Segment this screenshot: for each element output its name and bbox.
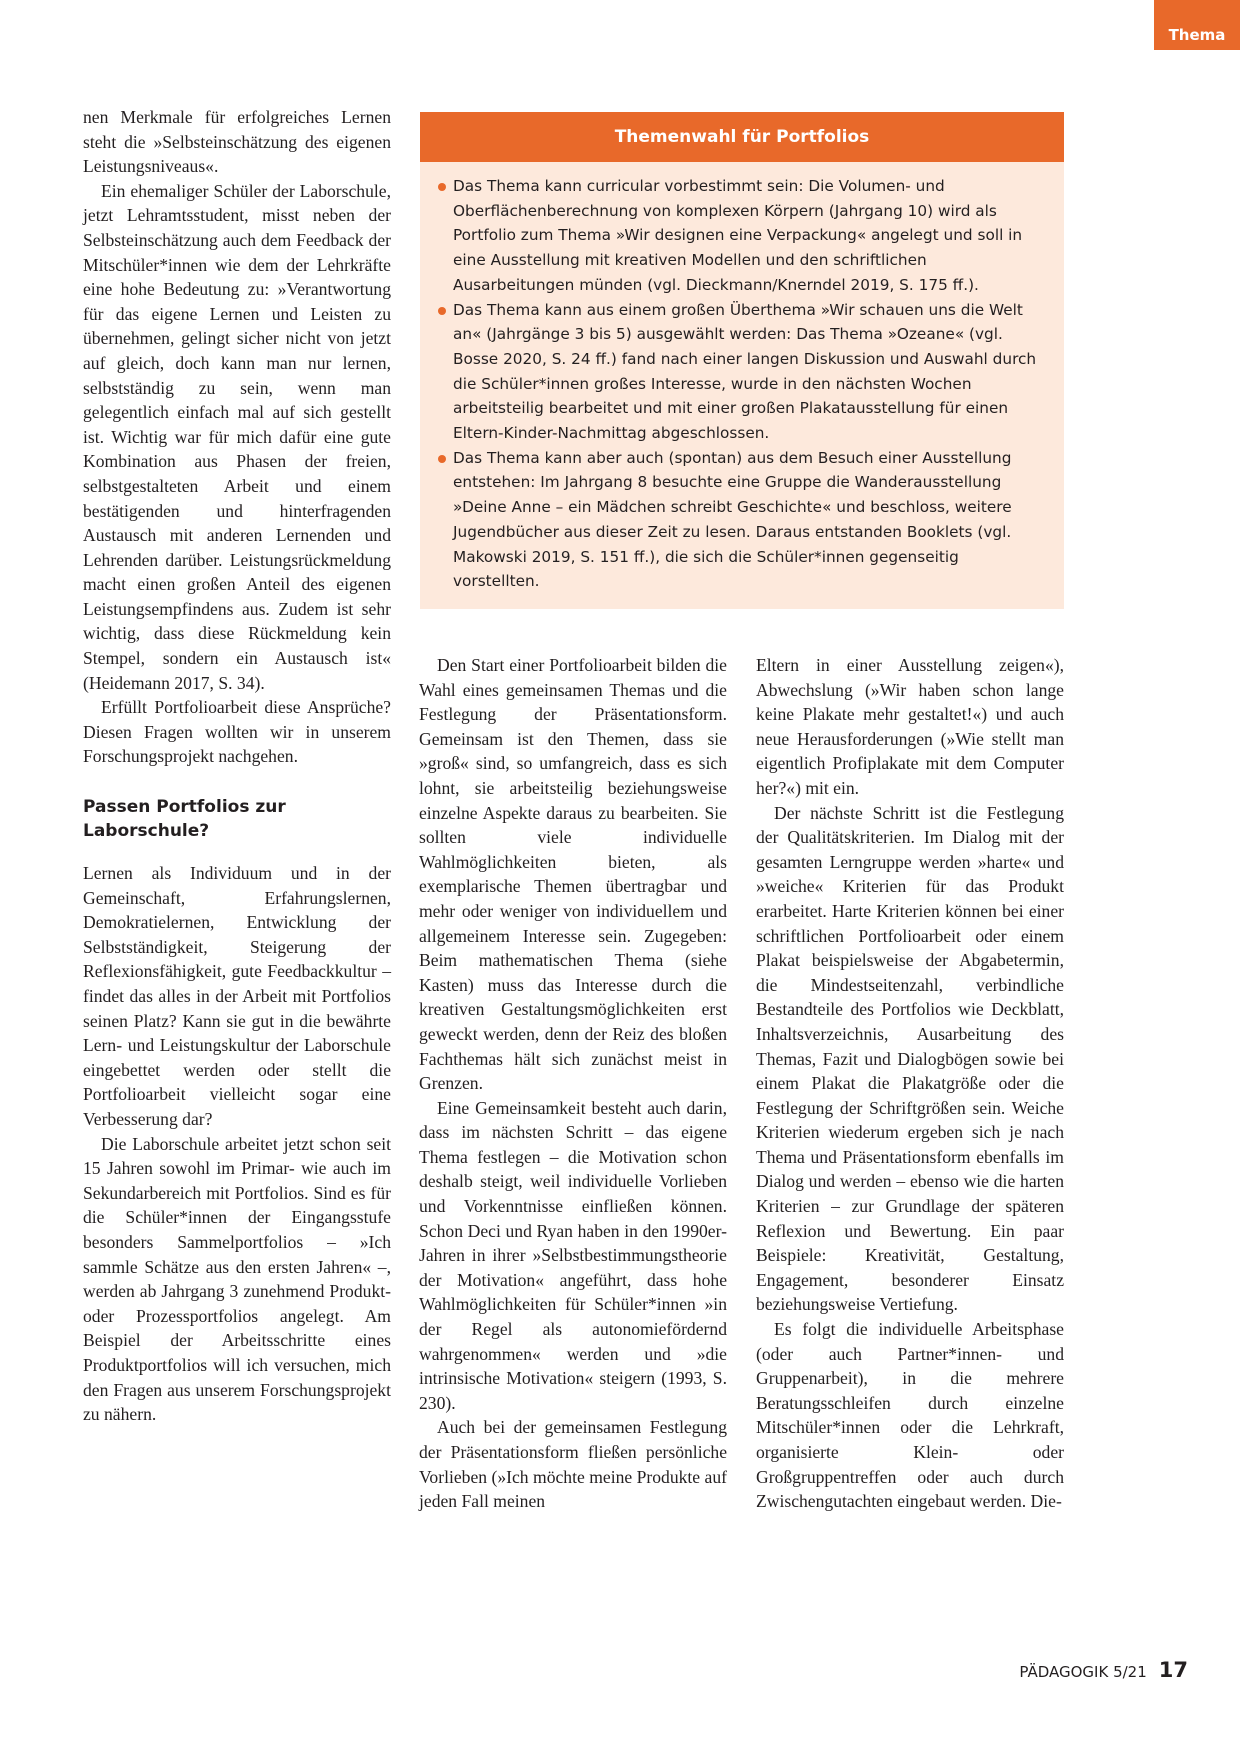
column-1	[83, 105, 391, 1427]
paragraph: Ein ehemaliger Schüler der Laborschule, jetzt Lehramtsstudent, misst neben der Selbsteinschätzung auch dem Feedback der Mitschüler*innen wie dem der Lehrkräfte eine hohe Bedeutung zu: »Verantwortung für das eigene Lernen und Leisten zu übernehmen, gelingt sicher nicht von jetzt auf gleich, doch kann man nur lernen, selbstständig zu sein, wenn man gelegentlich einfach mal auf sich gestellt ist. Wichtig war für mich dafür eine gute Kombination aus Phasen der freien, selbstgestalteten Arbeit und einem bestätigenden und hinterfragenden Austausch mit anderen Lernenden und Lehrenden darüber. Leistungsrückmeldung macht einen großen Anteil des eigenen Leistungsempfindens aus. Zudem ist sehr wichtig, dass diese Rückmeldung kein Stempel, sondern ein Austausch ist« (Heidemann 2017, S. 34).	[83, 180, 391, 693]
info-box-list	[420, 162, 1064, 594]
list-item	[438, 298, 1048, 446]
info-box-title: Themenwahl für Portfolios	[420, 112, 1064, 162]
list-item-text: Das Thema kann aber auch (spontan) aus dem Besuch einer Ausstellung entstehen: Im Jahrgang 8 besuchte eine Gruppe die Wanderausstellung »Deine Anne – ein Mädchen schreibt Geschichte« und beschloss, weitere Jugendbücher aus dieser Zeit zu lesen. Daraus entstanden Booklets (vgl. Makowski 2019, S. 151 ff.), die sich die Schüler*innen gegenseitig vorstellten.	[453, 448, 1012, 591]
page-number: 17	[1158, 1658, 1188, 1682]
bullet-icon	[438, 183, 446, 191]
paragraph: Eine Gemeinsamkeit besteht auch darin, dass im nächsten Schritt – das eigene Thema festlegen – die Motivation schon deshalb steigt, weil individuelle Vorlieben und Vorkenntnisse einfließen können. Schon Deci und Ryan haben in den 1990er-Jahren in ihrer »Selbstbestimmungstheorie der Motivation« angeführt, dass hohe Wahlmöglichkeiten für Schüler*innen »in der Regel als autonomiefördernd wahrgenommen« werden und »die intrinsische Motivation« steigern (1993, S. 230).	[419, 1097, 727, 1413]
paragraph: Eltern in einer Ausstellung zeigen«), Abwechslung (»Wir haben schon lange keine Plakate mehr gestaltet!«) und auch neue Herausforderungen (»Wie stellt man eigentlich Profiplakate mit dem Computer her?«) mit ein.	[756, 655, 1064, 798]
journal-issue: PÄDAGOGIK 5/21	[1019, 1663, 1147, 1681]
section-tab	[1154, 0, 1240, 50]
paragraph: Erfüllt Portfolioarbeit diese Ansprüche? Diesen Fragen wollten wir in unserem Forschungsprojekt nachgehen.	[83, 697, 391, 767]
bullet-icon	[438, 307, 446, 315]
paragraph: Lernen als Individuum und in der Gemeinschaft, Erfahrungslernen, Demokratielernen, Entwicklung der Selbstständigkeit, Steigerung der Reflexionsfähigkeit, gute Feedbackkultur – findet das alles in der Arbeit mit Portfolios seinen Platz? Kann sie gut in die bewährte Lern- und Leistungskultur der Laborschule eingebettet werden oder stellt die Portfolioarbeit vielleicht sogar eine Verbesserung dar?	[83, 863, 391, 1129]
section-heading: Passen Portfolios zur Laborschule?	[83, 797, 286, 842]
column-2	[419, 653, 727, 1514]
page-footer	[1019, 1658, 1188, 1682]
list-item-text: Das Thema kann aus einem großen Überthema »Wir schauen uns die Welt an« (Jahrgänge 3 bis 5) ausgewählt werden: Das Thema »Ozeane« (vgl. Bosse 2020, S. 24 ff.) fand nach einer langen Diskussion und Auswahl durch die Schüler*innen großes Interesse, wurde in den nächsten Wochen arbeitsteilig bearbeitet und mit einer großen Plakatausstellung für einen Eltern-Kinder-Nachmittag abgeschlossen.	[453, 300, 1037, 443]
bullet-icon	[438, 455, 446, 463]
section-tab-label: Thema	[1168, 26, 1226, 44]
paragraph: Den Start einer Portfolioarbeit bilden die Wahl eines gemeinsamen Themas und die Festlegung der Präsentationsform. Gemeinsam ist den Themen, dass sie »groß« sind, so umfangreich, dass es sich lohnt, sie arbeitsteilig beziehungsweise einzelne Aspekte daraus zu bearbeiten. Sie sollten viele individuelle Wahlmöglichkeiten bieten, als exemplarische Themen übertragbar und mehr oder weniger von individuellem und allgemeinem Interesse sein. Zugegeben: Beim mathematischen Thema (siehe Kasten) muss das Interesse durch die kreativen Gestaltungsmöglichkeiten erst geweckt werden, denn der Reiz des bloßen Fachthemas hält sich zunächst meist in Grenzen.	[419, 655, 727, 1094]
paragraph: Es folgt die individuelle Arbeitsphase (oder auch Partner*innen- und Gruppenarbeit), in die mehrere Beratungsschleifen durch einzelne Mitschüler*innen oder die Lehrkraft, organisierte Klein- oder Großgruppentreffen oder auch durch Zwischengutachten eingebaut werden. Die-	[756, 1319, 1064, 1512]
paragraph: Der nächste Schritt ist die Festlegung der Qualitätskriterien. Im Dialog mit der gesamten Lerngruppe werden »harte« und »weiche« Kriterien für das Produkt erarbeitet. Harte Kriterien können bei einer schriftlichen Portfolioarbeit oder einem Plakat beispielsweise der Abgabetermin, die Mindestseitenzahl, verbindliche Bestandteile des Portfolios wie Deckblatt, Inhaltsverzeichnis, Ausarbeitung des Themas, Fazit und Dialogbögen sowie bei einem Plakat die Plakatgröße oder die Festlegung der Schriftgrößen sein. Weiche Kriterien wiederum ergeben sich je nach Thema und Präsentationsform ebenfalls im Dialog und werden – ebenso wie die harten Kriterien – zur Grundlage der späteren Reflexion und Bewertung. Ein paar Beispiele: Kreativität, Gestaltung, Engagement, besonderer Einsatz beziehungsweise Vertiefung.	[756, 802, 1064, 1315]
paragraph: Auch bei der gemeinsamen Festlegung der Präsentationsform fließen persönliche Vorlieben (»Ich möchte meine Produkte auf jeden Fall meinen	[419, 1417, 727, 1512]
paragraph: nen Merkmale für erfolgreiches Lernen steht die »Selbsteinschätzung des eigenen Leistungsniveaus«.	[83, 107, 391, 177]
list-item	[438, 446, 1048, 594]
list-item	[438, 174, 1048, 298]
column-3	[756, 653, 1064, 1514]
list-item-text: Das Thema kann curricular vorbestimmt sein: Die Volumen- und Oberflächenberechnung von komplexen Körpern (Jahrgang 10) wird als Portfolio zum Thema »Wir designen eine Verpackung« angelegt und soll in eine Ausstellung mit kreativen Modellen und den schriftlichen Ausarbeitungen münden (vgl. Dieckmann/Knerndel 2019, S. 175 ff.).	[453, 177, 1023, 294]
info-box	[420, 112, 1064, 609]
paragraph: Die Laborschule arbeitet jetzt schon seit 15 Jahren sowohl im Primar- wie auch im Sekundarbereich mit Portfolios. Sind es für die Schüler*innen der Eingangsstufe besonders Sammelportfolios – »Ich sammle Schätze aus den ersten Jahren« –, werden ab Jahrgang 3 zunehmend Produkt- oder Prozessportfolios angelegt. Am Beispiel der Arbeitsschritte eines Produktportfolios will ich versuchen, mich den Fragen aus unserem Forschungsprojekt zu nähern.	[83, 1133, 391, 1425]
